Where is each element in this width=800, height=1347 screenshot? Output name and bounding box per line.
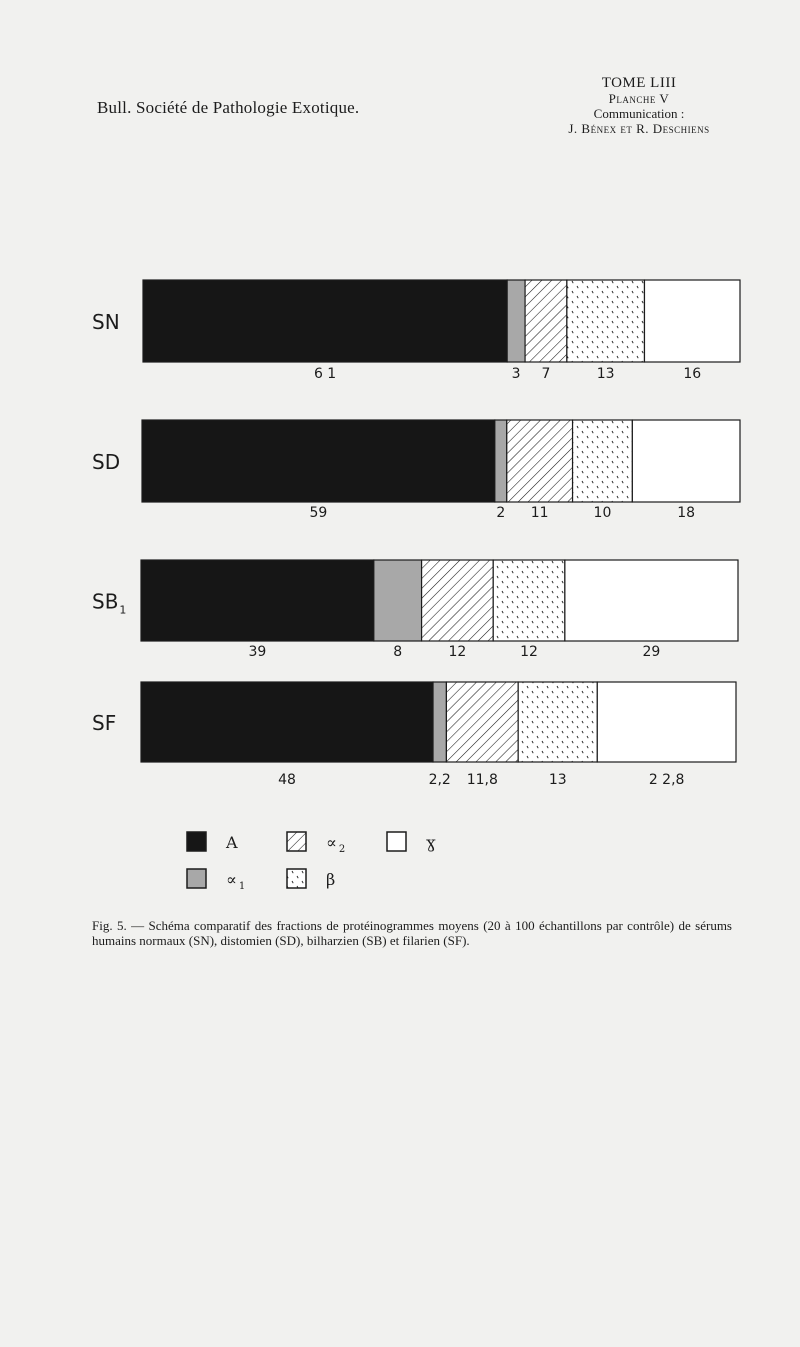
legend: [187, 832, 436, 892]
category-label: SD: [92, 450, 121, 474]
legend-subscript: 2: [338, 844, 346, 855]
legend-swatch: [387, 832, 406, 851]
bar-row-sf: [92, 682, 736, 788]
communication-label: Communication :: [593, 106, 685, 121]
value-label-a: 48: [278, 772, 296, 788]
bar-segment-gamma: [632, 420, 740, 502]
bar-segment-alpha2: [446, 682, 518, 762]
bar-segment-gamma: [644, 280, 740, 362]
journal-title: Bull. Société de Pathologie Exotique.: [97, 98, 360, 117]
value-label-a: 6 1: [313, 366, 337, 382]
bar-segment-alpha1: [433, 682, 446, 762]
value-label-a: 59: [309, 505, 328, 521]
legend-item-alpha2: [287, 832, 345, 855]
value-label-beta: 13: [548, 772, 567, 788]
value-label-beta: 13: [596, 366, 615, 382]
value-label-gamma: 18: [677, 505, 696, 521]
value-label-gamma: 2 2,8: [648, 772, 685, 788]
bar-row-sb: [92, 560, 738, 660]
bar-row-sd: [92, 420, 740, 521]
value-label-alpha1: 2: [496, 505, 506, 521]
value-label-alpha2: 7: [541, 366, 551, 382]
legend-label: ∝: [326, 833, 337, 852]
value-label-alpha1: 3: [511, 366, 521, 382]
bar-segment-beta: [573, 420, 633, 502]
category-label: SF: [92, 711, 117, 735]
legend-label: ∝: [226, 870, 237, 889]
bar-segment-alpha2: [507, 420, 573, 502]
legend-item-alpha1: [187, 869, 245, 892]
bar-segment-alpha1: [374, 560, 422, 641]
bar-segment-a: [142, 420, 495, 502]
figure-caption: Fig. 5. — Schéma comparatif des fractions de protéinogrammes moyens (20 à 100 échantillons par contrôle) de sérums humains normaux (SN), distomien (SD), bilharzien (SB) et filarien (SF).: [92, 918, 732, 948]
value-label-alpha1: 2,2: [428, 772, 451, 788]
category-label: SB: [92, 589, 119, 614]
value-label-alpha1: 8: [393, 644, 403, 660]
bar-rows: [92, 280, 740, 788]
bar-segment-a: [141, 560, 374, 641]
bar-segment-a: [141, 682, 433, 762]
bar-segment-gamma: [597, 682, 736, 762]
legend-swatch: [287, 869, 306, 888]
value-label-alpha2: 12: [448, 644, 467, 660]
plate-number: Planche V: [608, 91, 670, 106]
legend-item-a: [187, 832, 238, 852]
value-label-alpha2: 11: [530, 505, 549, 521]
legend-label: ɣ: [426, 833, 436, 852]
tome-number: TOME LIII: [601, 75, 677, 91]
value-label-a: 39: [248, 644, 267, 660]
value-label-beta: 10: [593, 505, 612, 521]
bar-segment-beta: [493, 560, 565, 641]
bar-segment-a: [143, 280, 507, 362]
legend-item-beta: [287, 869, 335, 889]
bar-segment-alpha1: [495, 420, 507, 502]
bar-row-sn: [92, 280, 740, 382]
value-label-alpha2: 11,8: [466, 772, 498, 788]
value-label-beta: 12: [520, 644, 538, 660]
legend-swatch: [187, 832, 206, 851]
bar-segment-beta: [518, 682, 597, 762]
bar-segment-alpha2: [422, 560, 494, 641]
value-label-gamma: 16: [683, 366, 702, 382]
bar-segment-gamma: [565, 560, 738, 641]
value-label-gamma: 29: [642, 644, 661, 660]
category-subscript: 1: [119, 603, 127, 617]
bar-segment-alpha1: [507, 280, 525, 362]
legend-label: β: [326, 870, 336, 889]
legend-swatch: [287, 832, 306, 851]
legend-item-gamma: [387, 832, 436, 852]
legend-swatch: [187, 869, 206, 888]
bar-segment-beta: [567, 280, 645, 362]
legend-label: A: [226, 833, 238, 852]
legend-subscript: 1: [238, 881, 246, 892]
category-label: SN: [92, 310, 120, 334]
bar-segment-alpha2: [525, 280, 567, 362]
authors: J. Bénex et R. Deschiens: [568, 121, 710, 136]
